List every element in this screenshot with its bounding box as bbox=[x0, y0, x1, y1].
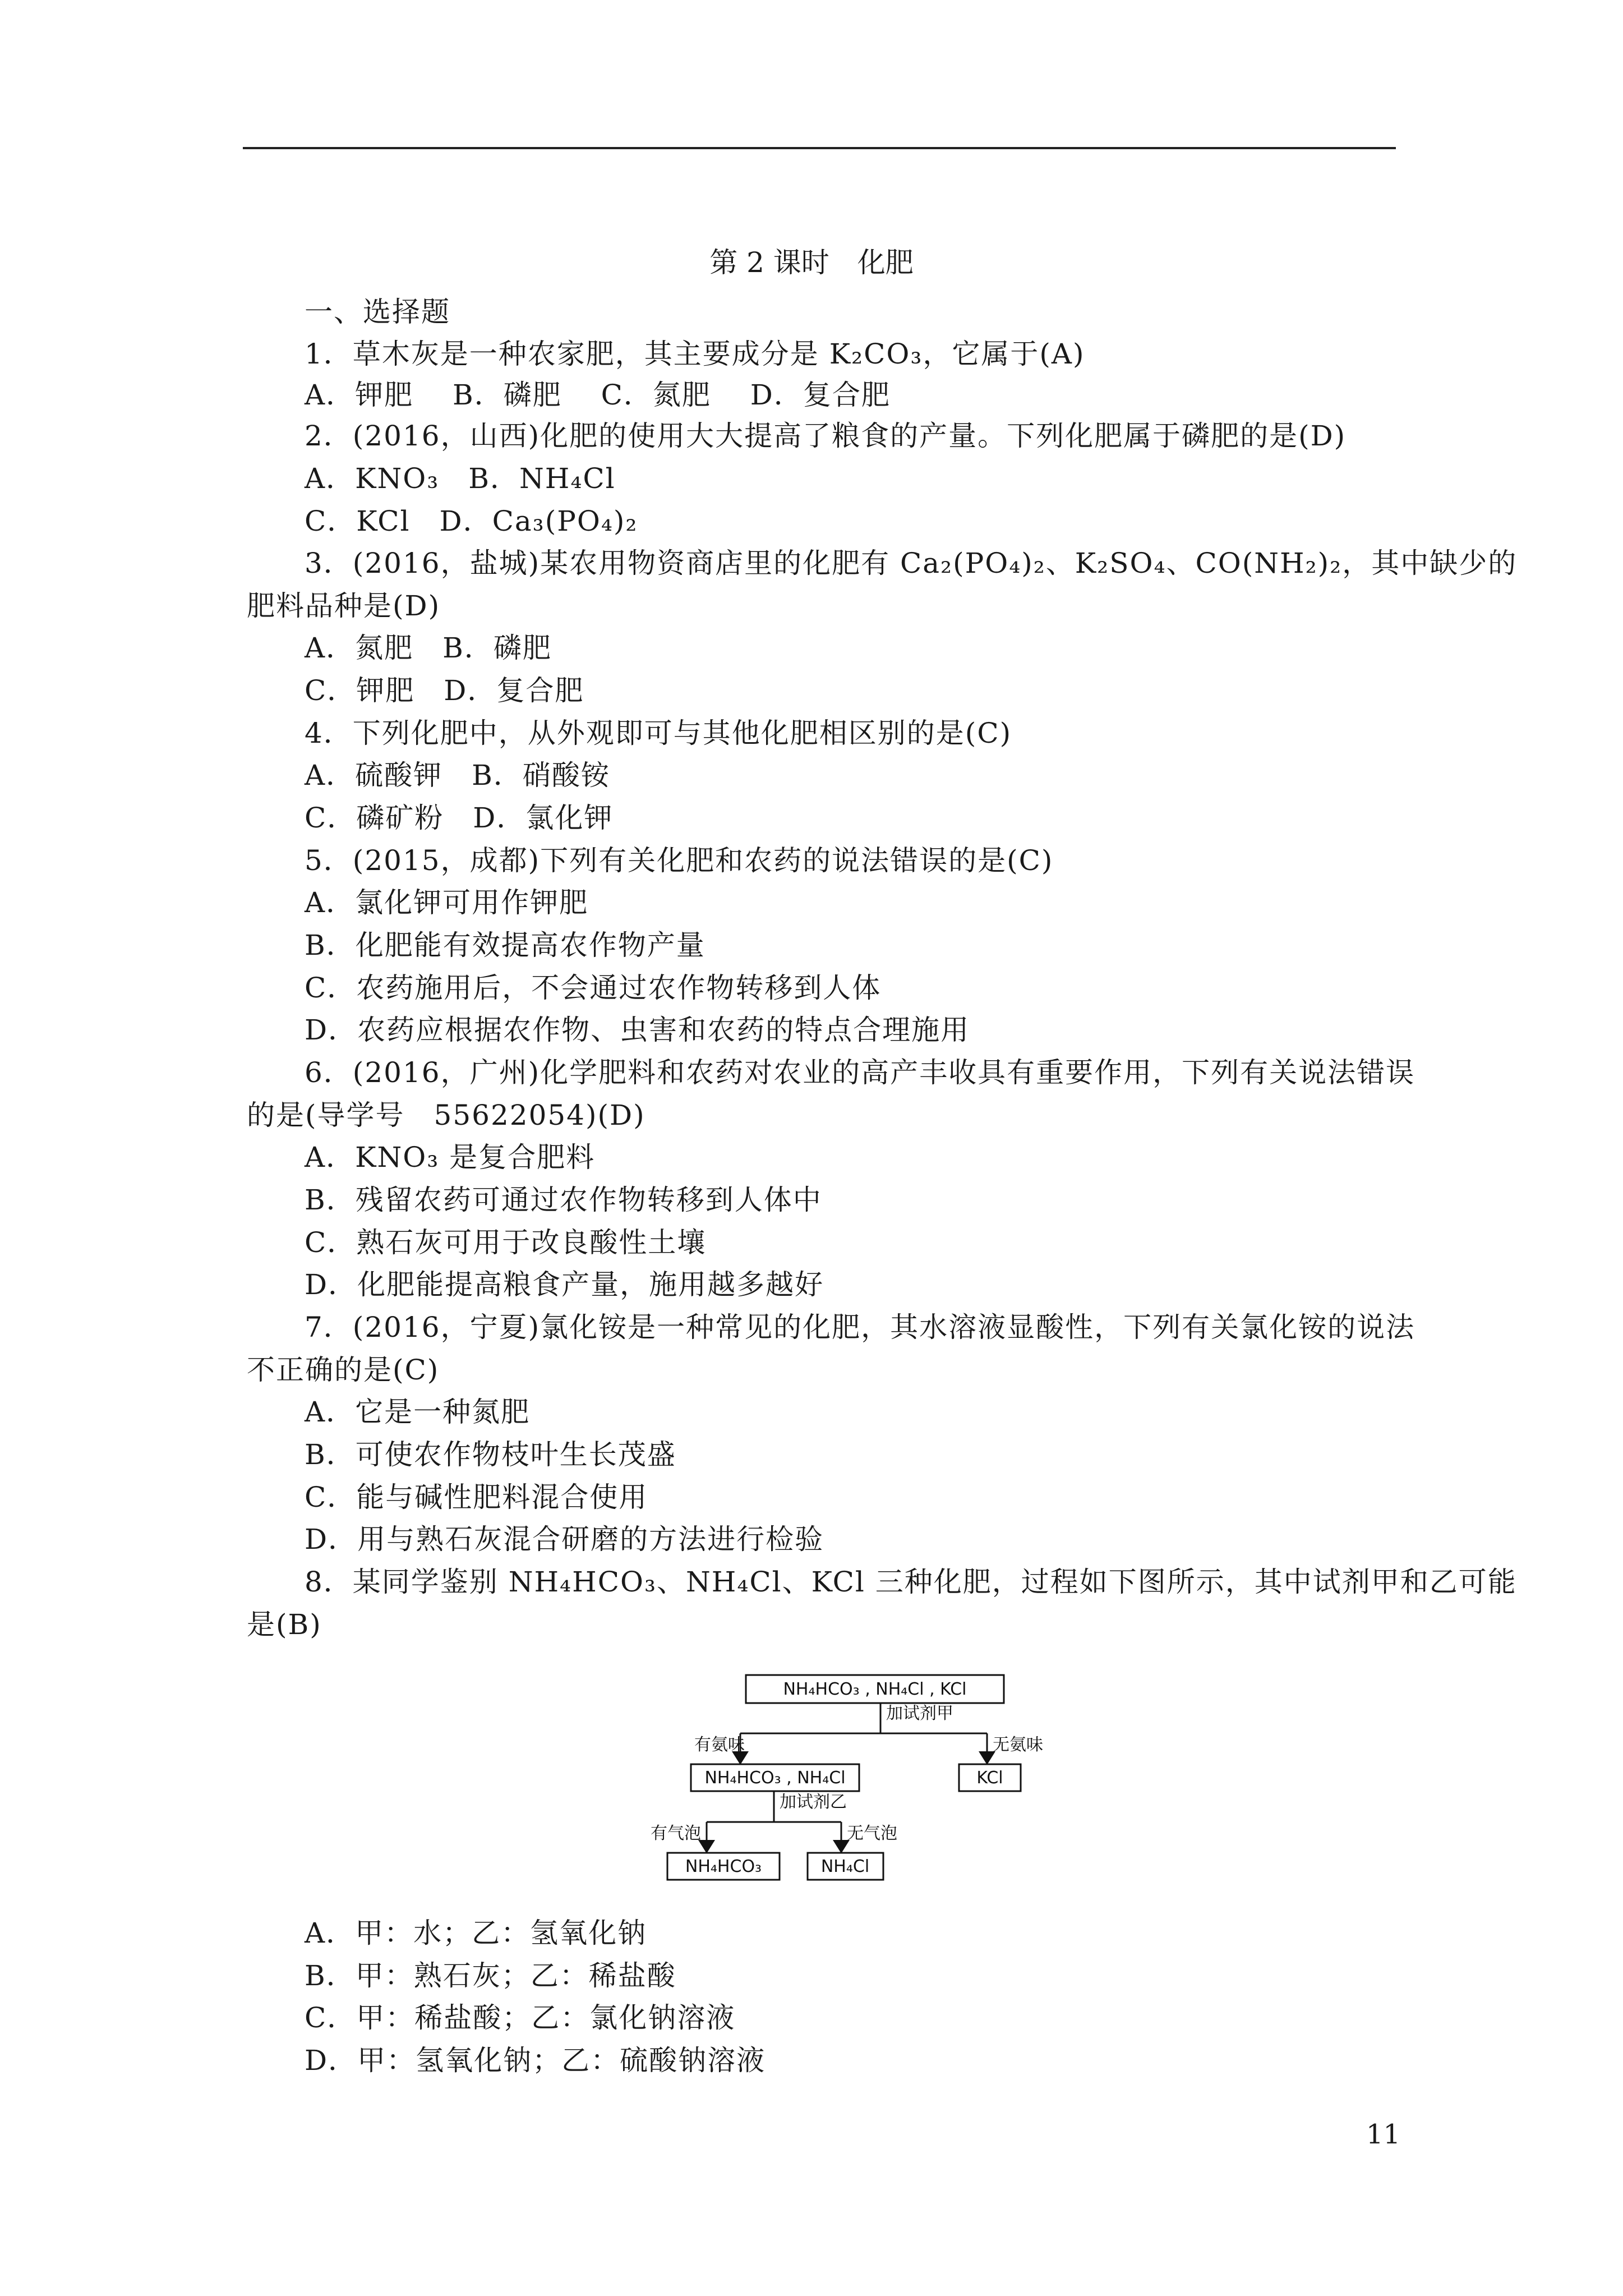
q2-options-cd: C．KCl D．Ca₃(PO₄)₂ bbox=[305, 505, 638, 537]
identification-flowchart bbox=[651, 1672, 1060, 1896]
q2-options-ab: A．KNO₃ B．NH₄Cl bbox=[305, 462, 616, 495]
flow-bottom-left-label: NH₄HCO₃ bbox=[685, 1857, 762, 1876]
q1-stem: 1．草木灰是一种农家肥，其主要成分是 K₂CO₃，它属于(A) bbox=[305, 338, 1085, 370]
q6-stem-cont: 的是(导学号 55622054)(D) bbox=[247, 1099, 645, 1131]
q7-option-c: C．能与碱性肥料混合使用 bbox=[305, 1481, 648, 1513]
q7-option-b: B．可使农作物枝叶生长茂盛 bbox=[305, 1438, 676, 1471]
q7-option-d: D．用与熟石灰混合研磨的方法进行检验 bbox=[305, 1523, 824, 1556]
q8-option-b: B．甲：熟石灰；乙：稀盐酸 bbox=[305, 1959, 676, 1992]
q5-option-a: A．氯化钾可用作钾肥 bbox=[305, 886, 589, 919]
flow-top-label: NH₄HCO₃ , NH₄Cl , KCl bbox=[783, 1680, 967, 1699]
q7-stem-cont: 不正确的是(C) bbox=[247, 1354, 440, 1386]
q5-option-b: B．化肥能有效提高农作物产量 bbox=[305, 929, 706, 961]
section-heading: 一、选择题 bbox=[305, 296, 450, 328]
q6-option-b: B．残留农药可通过农作物转移到人体中 bbox=[305, 1184, 822, 1216]
flow-reagent1: 加试剂甲 bbox=[886, 1704, 953, 1723]
q8-option-c: C．甲：稀盐酸；乙：氯化钠溶液 bbox=[305, 2001, 736, 2034]
q1-options: A．钾肥 B．磷肥 C．氮肥 D．复合肥 bbox=[305, 379, 891, 411]
q8-option-a: A．甲：水；乙：氢氧化钠 bbox=[305, 1917, 647, 1949]
page-number: 11 bbox=[1366, 2119, 1401, 2150]
q6-option-d: D．化肥能提高粮食产量，施用越多越好 bbox=[305, 1268, 824, 1301]
q6-option-a: A．KNO₃ 是复合肥料 bbox=[305, 1141, 596, 1174]
flow-kcl-label: KCl bbox=[976, 1768, 1003, 1788]
q3-stem-cont: 肥料品种是(D) bbox=[247, 590, 441, 622]
q2-stem: 2．(2016，山西)化肥的使用大大提高了粮食的产量。下列化肥属于磷肥的是(D) bbox=[305, 420, 1347, 452]
q5-option-c: C．农药施用后，不会通过农作物转移到人体 bbox=[305, 972, 882, 1004]
flow-left1: 有氨味 bbox=[694, 1735, 745, 1755]
flow-reagent2: 加试剂乙 bbox=[780, 1792, 847, 1812]
q8-stem: 8．某同学鉴别 NH₄HCO₃、NH₄Cl、KCl 三种化肥，过程如下图所示，其中试剂甲和乙可能 bbox=[305, 1566, 1517, 1598]
q6-stem: 6．(2016，广州)化学肥料和农药对农业的高产丰收具有重要作用，下列有关说法错误 bbox=[305, 1056, 1415, 1089]
flow-left2: 有气泡 bbox=[651, 1824, 701, 1843]
flow-bottom-right-label: NH₄Cl bbox=[820, 1857, 870, 1876]
q7-stem: 7．(2016，宁夏)氯化铵是一种常见的化肥，其水溶液显酸性，下列有关氯化铵的说法 bbox=[305, 1311, 1415, 1343]
header-rule bbox=[243, 147, 1396, 149]
flow-mid-label: NH₄HCO₃ , NH₄Cl bbox=[704, 1768, 846, 1788]
q3-options-ab: A．氮肥 B．磷肥 bbox=[305, 632, 552, 664]
q5-option-d: D．农药应根据农作物、虫害和农药的特点合理施用 bbox=[305, 1014, 970, 1046]
q4-stem: 4．下列化肥中，从外观即可与其他化肥相区别的是(C) bbox=[305, 717, 1012, 749]
q7-option-a: A．它是一种氮肥 bbox=[305, 1396, 531, 1428]
q5-stem: 5．(2015，成都)下列有关化肥和农药的说法错误的是(C) bbox=[305, 844, 1054, 877]
q6-option-c: C．熟石灰可用于改良酸性土壤 bbox=[305, 1226, 707, 1259]
q8-stem-cont: 是(B) bbox=[247, 1608, 322, 1641]
flow-right2: 无气泡 bbox=[847, 1824, 897, 1843]
q3-options-cd: C．钾肥 D．复合肥 bbox=[305, 674, 584, 707]
q4-options-cd: C．磷矿粉 D．氯化钾 bbox=[305, 802, 614, 834]
flow-right1: 无氨味 bbox=[993, 1735, 1043, 1755]
page-title: 第 2 课时 化肥 bbox=[709, 246, 914, 279]
q3-stem: 3．(2016，盐城)某农用物资商店里的化肥有 Ca₂(PO₄)₂、K₂SO₄、CO(NH₂)₂，其中缺少的 bbox=[305, 547, 1518, 579]
q8-option-d: D．甲：氢氧化钠；乙：硫酸钠溶液 bbox=[305, 2044, 766, 2077]
q4-options-ab: A．硫酸钾 B．硝酸铵 bbox=[305, 759, 610, 792]
